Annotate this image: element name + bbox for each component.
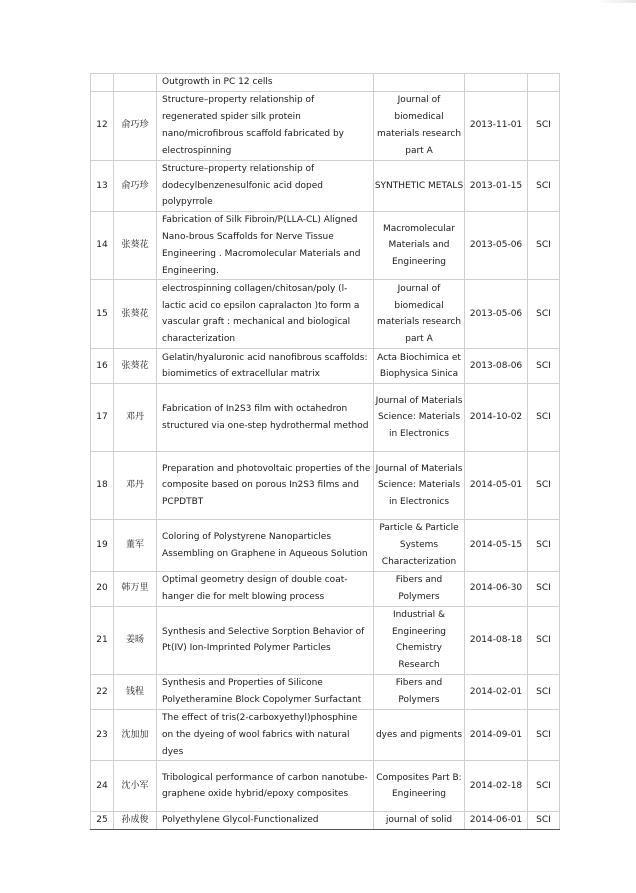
author-name: 韩万里 (114, 571, 157, 606)
table-row (91, 349, 560, 384)
author-name: 邓丹 (114, 384, 157, 452)
journal-name: Composites Part B: Engineering (374, 761, 465, 812)
author-name: 董军 (114, 520, 157, 571)
table-row (91, 761, 560, 812)
publish-date: 2014-06-30 (465, 571, 528, 606)
row-number: 18 (91, 452, 114, 520)
journal-name: Journal of Materials Science: Materials in Electronics (374, 452, 465, 520)
journal-name: Journal of biomedical materials research part A (374, 91, 465, 160)
paper-title: The effect of tris(2-carboxyethyl)phosphine on the dyeing of wool fabrics with natural dyes (157, 709, 374, 760)
table-row (91, 674, 560, 709)
paper-title: Polyethylene Glycol-Functionalized (157, 812, 374, 830)
table-row (91, 91, 560, 160)
paper-title: Gelatin/hyaluronic acid nanofibrous scaffolds: biomimetics of extracellular matrix (157, 349, 374, 384)
paper-title: Synthesis and Properties of Silicone Polyetheramine Block Copolymer Surfactant (157, 674, 374, 709)
publications-table-body (91, 74, 560, 830)
table-row (91, 709, 560, 760)
publish-date (465, 74, 528, 92)
row-number: 24 (91, 761, 114, 812)
index-type: SCI (528, 520, 560, 571)
journal-name: Journal of biomedical materials research part A (374, 280, 465, 349)
index-type (528, 74, 560, 92)
row-number: 15 (91, 280, 114, 349)
table-row (91, 74, 560, 92)
row-number: 14 (91, 212, 114, 280)
journal-name: dyes and pigments (374, 709, 465, 760)
table-row (91, 212, 560, 280)
publish-date: 2014-02-18 (465, 761, 528, 812)
author-name: 张葵花 (114, 349, 157, 384)
page-edge-shadow (596, 0, 636, 3)
index-type: SCI (528, 349, 560, 384)
author-name: 孙成俊 (114, 812, 157, 830)
row-number: 21 (91, 606, 114, 674)
paper-title: Tribological performance of carbon nanotube-graphene oxide hybrid/epoxy composites (157, 761, 374, 812)
row-number: 25 (91, 812, 114, 830)
index-type: SCI (528, 452, 560, 520)
journal-name: Particle & Particle Systems Characterization (374, 520, 465, 571)
publish-date: 2013-01-15 (465, 160, 528, 211)
publish-date: 2013-11-01 (465, 91, 528, 160)
author-name: 钱程 (114, 674, 157, 709)
publish-date: 2013-05-06 (465, 212, 528, 280)
journal-name: Journal of Materials Science: Materials in Electronics (374, 384, 465, 452)
author-name: 邓丹 (114, 452, 157, 520)
index-type: SCI (528, 761, 560, 812)
publish-date: 2014-09-01 (465, 709, 528, 760)
author-name (114, 74, 157, 92)
publications-table (90, 73, 560, 830)
author-name: 俞巧珍 (114, 91, 157, 160)
journal-name (374, 74, 465, 92)
index-type: SCI (528, 384, 560, 452)
publish-date: 2013-08-06 (465, 349, 528, 384)
index-type: SCI (528, 212, 560, 280)
author-name: 沈加加 (114, 709, 157, 760)
index-type: SCI (528, 709, 560, 760)
paper-title: Preparation and photovoltaic properties of the composite based on porous In2S3 films and PCPDTBT (157, 452, 374, 520)
author-name: 俞巧珍 (114, 160, 157, 211)
index-type: SCI (528, 606, 560, 674)
paper-title: Structure–property relationship of dodecylbenzenesulfonic acid doped polypyrrole (157, 160, 374, 211)
row-number: 12 (91, 91, 114, 160)
journal-name: SYNTHETIC METALS (374, 160, 465, 211)
row-number: 20 (91, 571, 114, 606)
author-name: 张葵花 (114, 212, 157, 280)
paper-title: Fabrication of Silk Fibroin/P(LLA-CL) Aligned Nano-brous Scaffolds for Nerve Tissue Engineering . Macromolecular Materials and Engineering. (157, 212, 374, 280)
row-number (91, 74, 114, 92)
author-name: 张葵花 (114, 280, 157, 349)
author-name: 沈小军 (114, 761, 157, 812)
journal-name: Acta Biochimica et Biophysica Sinica (374, 349, 465, 384)
paper-title: Synthesis and Selective Sorption Behavior of Pt(IV) Ion-Imprinted Polymer Particles (157, 606, 374, 674)
publish-date: 2014-05-15 (465, 520, 528, 571)
table-row (91, 280, 560, 349)
table-row (91, 812, 560, 830)
index-type: SCI (528, 280, 560, 349)
index-type: SCI (528, 674, 560, 709)
publish-date: 2014-02-01 (465, 674, 528, 709)
journal-name: journal of solid (374, 812, 465, 830)
row-number: 22 (91, 674, 114, 709)
publish-date: 2014-10-02 (465, 384, 528, 452)
row-number: 19 (91, 520, 114, 571)
journal-name: Industrial & Engineering Chemistry Research (374, 606, 465, 674)
table-row (91, 606, 560, 674)
paper-title: Coloring of Polystyrene Nanoparticles Assembling on Graphene in Aqueous Solution (157, 520, 374, 571)
table-row (91, 384, 560, 452)
row-number: 17 (91, 384, 114, 452)
paper-title: Fabrication of In2S3 film with octahedron structured via one-step hydrothermal method (157, 384, 374, 452)
journal-name: Fibers and Polymers (374, 674, 465, 709)
journal-name: Fibers and Polymers (374, 571, 465, 606)
journal-name: Macromolecular Materials and Engineering (374, 212, 465, 280)
publish-date: 2014-05-01 (465, 452, 528, 520)
paper-title: electrospinning collagen/chitosan/poly (l-lactic acid co epsilon capralacton )to form a vascular graft : mechanical and biological characterization (157, 280, 374, 349)
table-row (91, 520, 560, 571)
row-number: 16 (91, 349, 114, 384)
publish-date: 2014-08-18 (465, 606, 528, 674)
paper-title: Outgrowth in PC 12 cells (157, 74, 374, 92)
index-type: SCI (528, 160, 560, 211)
index-type: SCI (528, 571, 560, 606)
publish-date: 2013-05-06 (465, 280, 528, 349)
paper-title: Optimal geometry design of double coat-hanger die for melt blowing process (157, 571, 374, 606)
paper-title: Structure–property relationship of regenerated spider silk protein nano/microfibrous scaffold fabricated by electrospinning (157, 91, 374, 160)
index-type: SCI (528, 812, 560, 830)
index-type: SCI (528, 91, 560, 160)
publish-date: 2014-06-01 (465, 812, 528, 830)
author-name: 姜旸 (114, 606, 157, 674)
row-number: 23 (91, 709, 114, 760)
table-row (91, 571, 560, 606)
table-row (91, 160, 560, 211)
table-row (91, 452, 560, 520)
row-number: 13 (91, 160, 114, 211)
